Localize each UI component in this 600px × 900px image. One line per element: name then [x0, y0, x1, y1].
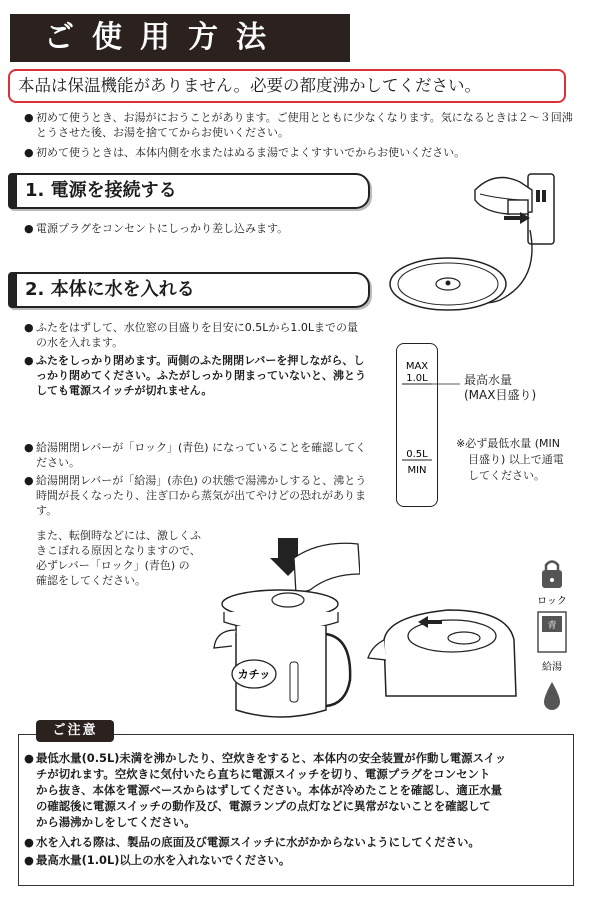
power-plug-illustration: [380, 160, 590, 320]
intro-bullet-1: ● 初めて使うとき、お湯がにおうことがあります。ご使用とともに少なくなります。気になるときは２～３回沸とうさせた後、お湯を捨ててからお使いください。: [24, 111, 573, 139]
hand-pressing-lid: [294, 543, 360, 594]
step1-heading: 1. 電源を接続する: [8, 173, 370, 209]
step2-bullet-2: ● ふたをしっかり閉めます。両側のふた開閉レバーを押しながら、しっかり閉めてください。ふたがしっかり閉まっていないと、沸とうしても電源スイッチが切れません。: [24, 354, 366, 397]
plug: [508, 200, 528, 214]
gauge-min-value: 0.5L: [406, 449, 428, 460]
lock-label: ロック: [537, 596, 567, 607]
kettle-handle: [326, 634, 350, 706]
bullet-icon: ●: [24, 354, 34, 367]
step2-bullet-3: ● 給湯開閉レバーが「ロック」(青色) になっていることを確認してください。: [24, 441, 367, 469]
bullet-icon: ●: [24, 146, 34, 159]
water-drop-icon: [544, 682, 560, 710]
step2-bullet-4-continued: また、転倒時などには、激しくふ きこぼれる原因となりますので、 必ずレバー「ロック」(青色) の 確認をしてください。: [36, 529, 201, 587]
gauge-max-label: MAX: [405, 361, 429, 372]
kettle-lever-illustration: [364, 600, 524, 700]
blue-label: 青: [547, 621, 557, 631]
caution-item-1: ● 最低水量(0.5L)未満を沸かしたり、空炊きをすると、本体内の安全装置が作動し電源スイッ チが切れます。空炊きに気付いたら直ちに電源スイッチを切り、電源プラグをコンセント から抜き、本体を電源ベースからはずしてください。本体が冷めたことを確認し、適正水量 の確認後に電源スイッチの動作及び、電源ランプの点灯などに異常がないことを確認して から湯沸かしをしてください。: [24, 751, 507, 829]
bullet-icon: ●: [24, 853, 34, 867]
no-keep-warm-notice: 本品は保温機能がありません。必要の都度沸かしてください。: [8, 69, 566, 103]
bullet-icon: ●: [24, 441, 34, 454]
kettle-lid-closing-illustration: [210, 530, 360, 725]
min-water-note: ※必ず最低水量 (MIN 目盛り) 以上で通電 してください。: [456, 437, 564, 482]
step2-bullet-4: ● 給湯開閉レバーが「給湯」(赤色) の状態で湯沸かしすると、沸とう時間が長くなったり、注ぎ口から蒸気が出てやけどの恐れがあります。: [24, 474, 367, 517]
step1-bullet: ● 電源プラグをコンセントにしっかり差し込みます。: [24, 222, 289, 235]
step2-heading: 2. 本体に水を入れる: [8, 272, 370, 308]
bullet-icon: ●: [24, 835, 34, 849]
click-label: カチッ: [237, 668, 271, 681]
step2-bullet-1: ● ふたをはずして、水位窓の目盛りを目安に0.5Lから1.0Lまでの量の水を入れます。: [24, 321, 359, 349]
bullet-icon: ●: [24, 751, 34, 765]
page-title: ご使用方法: [10, 14, 350, 62]
gauge-min-label: MIN: [407, 465, 427, 476]
bullet-icon: ●: [24, 474, 34, 487]
max-water-note: 最高水量 (MAX目盛り): [464, 373, 537, 402]
intro-bullet-2: ● 初めて使うときは、本体内側を水またはぬるま湯でよくすすいでからお使いください。: [24, 146, 466, 159]
caution-tag: ご注意: [36, 720, 114, 742]
bullet-icon: ●: [24, 321, 34, 334]
pour-label: 給湯: [542, 662, 562, 673]
caution-item-3: ● 最高水量(1.0L)以上の水を入れないでください。: [24, 853, 291, 867]
bullet-icon: ●: [24, 222, 34, 235]
kettle-spout: [214, 630, 236, 648]
gauge-max-value: 1.0L: [406, 373, 428, 384]
caution-item-2: ● 水を入れる際は、製品の底面及び電源スイッチに水がかからないようにしてください。: [24, 835, 480, 849]
lever-indicator-column: [530, 560, 580, 720]
bullet-icon: ●: [24, 111, 34, 124]
